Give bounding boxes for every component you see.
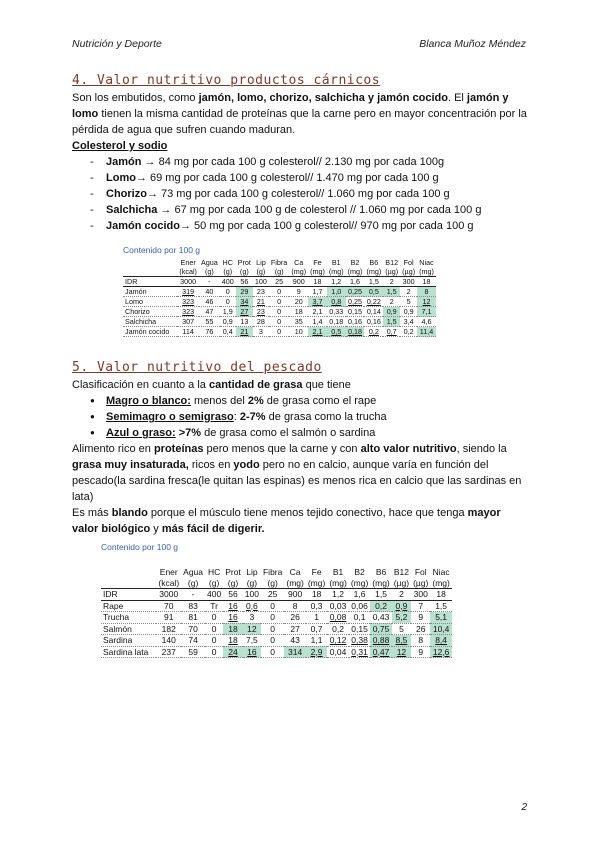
column-unit: (mg) [307,577,326,588]
column-unit: (mg) [432,577,450,588]
table-cell: 25 [261,589,284,601]
column-header: Niac [432,567,450,577]
table-cell: 0 [261,600,284,612]
table-cell: 0 [261,635,284,647]
table-2-caption: Contenido por 100 g [101,542,179,552]
column-unit: (mg) [419,267,434,276]
page-content [72,72,527,658]
table-cell: 2 [383,297,400,307]
table-cell: 0,9 [392,600,411,612]
table-cell: 0 [269,307,289,317]
column-unit: (mg) [291,267,307,276]
table-cell: 10,4 [430,623,451,635]
table-cell: 8 [284,600,305,612]
table-cell: 12 [243,623,261,635]
table-cell: 5,1 [430,612,451,624]
section-5-title: 5. Valor nutritivo del pescado [72,360,322,375]
table-cell: 300 [411,589,430,601]
table-header-row [123,258,436,267]
table-cell: 0 [269,297,289,307]
table-cell: 5,2 [392,612,411,624]
table-cell: Sardina [101,635,156,647]
column-unit: (µg) [413,577,429,588]
column-header: Ener [180,258,196,267]
table-cell: 0,9 [220,317,236,327]
column-unit: (mg) [347,267,363,276]
table-cell: 323 [177,307,199,317]
fish-paragraph-1: Alimento rico en proteínas pero menos que la carne y con alto valor nutritivo, siendo la grasa muy insaturada, ricos en yodo pero no en calcio, aunque varía en función del pescado(la sardina fresca(le quitan las espinas) es menos rica en calcio que las sardinas en lata) [72,443,522,503]
table-cell: 4,6 [417,317,436,327]
column-unit [101,578,156,589]
table-cell: 11,4 [417,327,436,337]
table-cell: Jamón cocido [123,327,177,337]
table-row [123,327,436,337]
section-4-intro: Son los embutidos, como jamón, lomo, chorizo, salchicha y jamón cocido. El jamón y lomo tienen la misma cantidad de proteínas que la carne pero en mayor concentración por la pérdida de agua que sufren cuando maduran. [72,92,527,136]
list-item: - Lomo→ 69 mg por cada 100 g colesterol// 1.470 mg por cada 100 g [72,170,527,186]
table-cell: 18 [223,623,243,635]
list-item: - Jamón → 84 mg por cada 100 g colesterol// 2.130 mg por cada 100g [72,154,527,170]
table-cell: 400 [207,589,222,599]
table-cell: 12 [417,297,436,307]
table-cell: 1,2 [327,277,346,287]
table-cell: 0 [220,297,236,307]
fish-classification: Clasificación en cuanto a la cantidad de grasa que tiene [72,379,351,391]
table-cell: 0,47 [370,646,391,658]
column-header: Fibra [270,258,288,267]
table-cell: 0,25 [346,287,365,297]
table-cell: 300 [400,277,417,287]
table-cell: 319 [177,287,199,297]
table-row [123,287,436,297]
table-cell: 1,1 [306,635,327,647]
column-unit: (g) [204,267,214,276]
table-cell: 100 [254,277,267,286]
table-cell: 0,9 [400,307,417,317]
column-unit: (g) [274,267,284,276]
column-header: Lip [246,567,258,577]
column-header: Ca [289,567,301,577]
list-item: - Salchicha → 67 mg por cada 100 g de colesterol // 1.060 mg por cada 100 g [72,202,527,218]
table-cell: 0,2 [370,600,391,612]
table-cell: 47 [199,307,220,317]
table-cell: 0,15 [346,307,365,317]
column-header: Fol [414,567,427,577]
table-row [123,297,436,307]
table-cell: 1,4 [308,317,327,327]
column-unit: (mg) [366,267,382,276]
table-cell: 0 [269,287,289,297]
column-unit: (g) [208,577,220,588]
column-header: Fibra [262,567,283,577]
table-cell: 34 [236,297,253,307]
table-cell: 0,43 [370,612,391,624]
column-header: Niac [419,258,434,267]
column-unit [123,267,177,277]
table-cell: 900 [289,277,308,287]
table-cell: 3,7 [308,297,327,307]
table-cell: 323 [177,297,199,307]
table-cell: 24 [223,646,243,658]
header-left: Nutrición y Deporte [72,38,162,50]
table-cell: 0,14 [364,307,383,317]
table-cell: 0,16 [364,317,383,327]
table-cell: 25 [269,277,289,287]
table-cell: 56 [223,589,243,601]
table-cell: 0,18 [346,327,365,337]
table-cell: 1 [306,612,327,624]
table-cell: 1,2 [327,589,348,601]
list-item: - Chorizo→ 73 mg por cada 100 g colesterol// 1.060 mg por cada 100 g [72,186,527,202]
column-header: HC [222,258,233,267]
column-header: B6 [369,258,379,267]
page-number: 2 [521,802,527,813]
table-cell: 0 [205,623,223,635]
table-cell: 21 [236,327,253,337]
column-unit: (mg) [310,267,325,276]
table-cell: 18 [417,277,436,287]
table-cell: 43 [284,635,305,647]
column-header: Prot [225,567,241,577]
table-cell: 2,1 [308,307,327,317]
table-row [101,646,452,658]
table-cell: 2 [400,287,417,297]
column-unit: (mg) [372,577,390,588]
table-cell: 0,2 [327,623,348,635]
table-header-row [101,567,452,578]
table-cell: 3000 [156,589,181,601]
table-cell: 140 [156,635,181,647]
table-cell: 12 [392,646,411,658]
table-cell: 0,33 [327,307,346,317]
table-idr-row [101,589,452,601]
column-unit: (mg) [350,577,369,588]
cholesterol-list [72,154,527,234]
table-cell: 27 [284,623,305,635]
table-cell: 3 [243,612,261,624]
table-cell: Salchicha [123,317,177,327]
table-row [101,600,452,612]
table-cell: 0 [261,646,284,658]
column-header [123,258,177,267]
column-header: B12 [385,258,399,267]
column-unit: (mg) [328,267,344,276]
column-unit: (mg) [329,577,347,588]
table-cell: 18 [289,307,308,317]
table-cell: 1,5 [430,600,451,612]
list-item: ● Magro o blanco: menos del 2% de grasa como el rape [72,393,527,409]
column-header [101,567,156,578]
table-cell: 8 [417,287,436,297]
table-cell: 0,2 [400,327,417,337]
table-cell: 23 [253,287,269,297]
table-cell: 35 [289,317,308,327]
table-cell: 55 [199,317,220,327]
table-cell: - [199,277,220,287]
table-cell: Salmón [101,623,156,635]
fish-nutrition-table [101,567,452,658]
table-cell: 314 [284,646,305,658]
column-unit: (g) [223,267,233,276]
column-unit: (kcal) [158,577,180,588]
table-cell: 0,4 [220,327,236,337]
table-row [101,612,452,624]
table-cell: 46 [199,297,220,307]
column-header: Agua [183,567,204,577]
table-cell: 0,25 [346,297,365,307]
table-cell: 16 [243,646,261,658]
table-cell: 9 [289,287,308,297]
table-cell: 1,6 [349,589,370,601]
column-header: Prot [237,258,251,267]
table-cell: 13 [236,317,253,327]
column-unit: (µg) [402,267,416,276]
table-cell: 0,9 [383,307,400,317]
table-cell: 0,31 [349,646,370,658]
table-cell: 59 [181,646,205,658]
table-cell: 70 [181,623,205,635]
column-header: Fe [311,567,322,577]
column-unit: (mg) [286,577,304,588]
table-cell: 0 [269,317,289,327]
column-header: Ener [159,567,178,577]
table-cell: IDR [123,277,177,287]
table-cell: 1,5 [383,317,400,327]
table-cell: 0,12 [327,635,348,647]
table-cell: Rape [101,600,156,612]
section-4-title: 4. Valor nutritivo productos cárnicos [72,73,381,88]
table-cell: 0,8 [327,297,346,307]
table-cell: 3,4 [400,317,417,327]
list-item: - Jamón cocido→ 50 mg por cada 100 g colesterol// 970 mg por cada 100 g [72,218,527,234]
table-cell: 0,88 [370,635,391,647]
table-cell: 76 [199,327,220,337]
table-idr-row [123,277,436,287]
table-cell: 40 [199,287,220,297]
table-cell: 8,4 [430,635,451,647]
table-cell: 0,22 [364,297,383,307]
table-cell: 1,7 [308,287,327,297]
table-cell: 0,1 [349,612,370,624]
table-cell: 28 [253,317,269,327]
table-cell: 12,6 [430,646,451,658]
column-header: Ca [294,258,304,267]
table-cell: 7,5 [243,635,261,647]
fish-paragraph-2: Es más blando porque el músculo tiene menos tejido conectivo, hace que tenga mayor valor biológico y más fácil de digerir. [72,507,501,535]
table-cell: 0,2 [364,327,383,337]
table-cell: 0,16 [346,317,365,327]
table-cell: 1,0 [327,287,346,297]
column-unit: (g) [227,577,239,588]
table-cell: 8 [411,635,430,647]
table-cell: 16 [223,612,243,624]
table-cell: 237 [156,646,181,658]
table-cell: 18 [306,589,327,601]
table-cell: 1,5 [364,277,383,287]
column-unit: (g) [239,267,249,276]
table-cell: 0 [220,287,236,297]
table-cell: 29 [236,287,253,297]
table-cell: 83 [181,600,205,612]
table-cell: 0,06 [349,600,370,612]
table-cell: Jamón [123,287,177,297]
table-cell: 56 [236,277,253,287]
table-row [123,307,436,317]
table-cell: 7,1 [417,307,436,317]
table-cell: 7 [411,600,430,612]
table-cell: 1,5 [383,287,400,297]
table-units-row [123,267,436,277]
table-cell: IDR [101,589,156,601]
table-cell: 900 [284,589,305,601]
table-cell: Trucha [101,612,156,624]
table-cell: 0,6 [243,600,261,612]
table-cell: 0 [261,612,284,624]
table-cell: 5 [400,297,417,307]
table-cell: 74 [181,635,205,647]
table-cell: 0 [205,612,223,624]
table-cell: 2,1 [308,327,327,337]
table-cell: 91 [156,612,181,624]
table-1-caption: Contenido por 100 g [123,245,201,255]
column-header: B6 [375,567,387,577]
table-cell: 10 [289,327,308,337]
table-cell: 1,9 [220,307,236,317]
table-cell: 100 [244,589,259,599]
table-row [123,317,436,327]
column-header: Fe [313,258,322,267]
table-cell: 182 [156,623,181,635]
list-item: ● Azul o graso: >7% de grasa como el salmón o sardina [72,425,527,441]
column-unit: (µg) [385,267,399,276]
table-units-row [101,578,452,589]
list-item: ● Semimagro o semigraso: 2-7% de grasa como la trucha [72,409,527,425]
column-unit: (g) [187,577,199,588]
table-cell: 3000 [177,277,199,287]
table-cell: 0 [269,327,289,337]
table-cell: 0 [261,623,284,635]
table-cell: 2 [392,589,411,601]
table-cell: 2 [383,277,400,287]
column-header: Lip [256,258,266,267]
section-4-subtitle: Colesterol y sodio [72,140,168,152]
fish-type-list [72,393,527,441]
table-cell: 27 [236,307,253,317]
table-cell: 0,75 [370,623,391,635]
table-cell: 400 [221,277,234,286]
table-cell: 9 [411,612,430,624]
table-cell: Chorizo [123,307,177,317]
column-header: Fol [403,258,414,267]
column-header: B2 [350,258,360,267]
table-cell: 0,7 [383,327,400,337]
column-header: Agua [200,258,218,267]
column-header: B1 [331,258,341,267]
table-cell: 70 [156,600,181,612]
table-cell: 0,5 [364,287,383,297]
table-cell: 307 [177,317,199,327]
table-cell: 0,5 [327,327,346,337]
table-cell: 20 [289,297,308,307]
column-header: B2 [354,567,365,577]
table-cell: 3 [253,327,269,337]
table-cell: 21 [253,297,269,307]
table-cell: Lomo [123,297,177,307]
table-cell: 26 [284,612,305,624]
column-unit: (g) [246,577,258,588]
table-cell: 81 [181,612,205,624]
table-cell: 0,7 [306,623,327,635]
column-header: B12 [393,567,409,577]
table-cell: 0,04 [327,646,348,658]
table-cell: 5 [392,623,411,635]
table-cell: 18 [430,589,451,601]
table-cell: 9 [411,646,430,658]
table-cell: 0,3 [306,600,327,612]
table-cell: 16 [223,600,243,612]
table-cell: 18 [223,635,243,647]
column-unit: (µg) [393,577,410,588]
table-cell: 0,38 [349,635,370,647]
table-cell: 0 [205,646,223,658]
table-row [101,635,452,647]
table-cell: 18 [308,277,327,287]
table-row [101,623,452,635]
column-header: B1 [332,567,344,577]
header-right: Blanca Muñoz Méndez [419,38,526,50]
meat-nutrition-table [123,258,436,337]
table-cell: 8,5 [392,635,411,647]
table-cell: 114 [177,327,199,337]
table-cell: 2,9 [306,646,327,658]
table-cell: 1,6 [346,277,365,287]
table-cell: 0 [205,635,223,647]
table-cell: 0,03 [327,600,348,612]
column-unit: (kcal) [179,267,197,276]
table-cell: Sardina lata [101,646,156,658]
column-unit: (g) [256,267,266,276]
table-cell: 0,15 [349,623,370,635]
table-cell: 23 [253,307,269,317]
column-unit: (g) [267,577,278,588]
table-cell: 1,5 [370,589,391,601]
column-header: HC [207,567,221,577]
table-cell: Tr [205,600,223,612]
table-cell: 0,18 [327,317,346,327]
table-cell: 26 [411,623,430,635]
table-cell: 0,08 [327,612,348,624]
table-cell: - [181,589,205,601]
